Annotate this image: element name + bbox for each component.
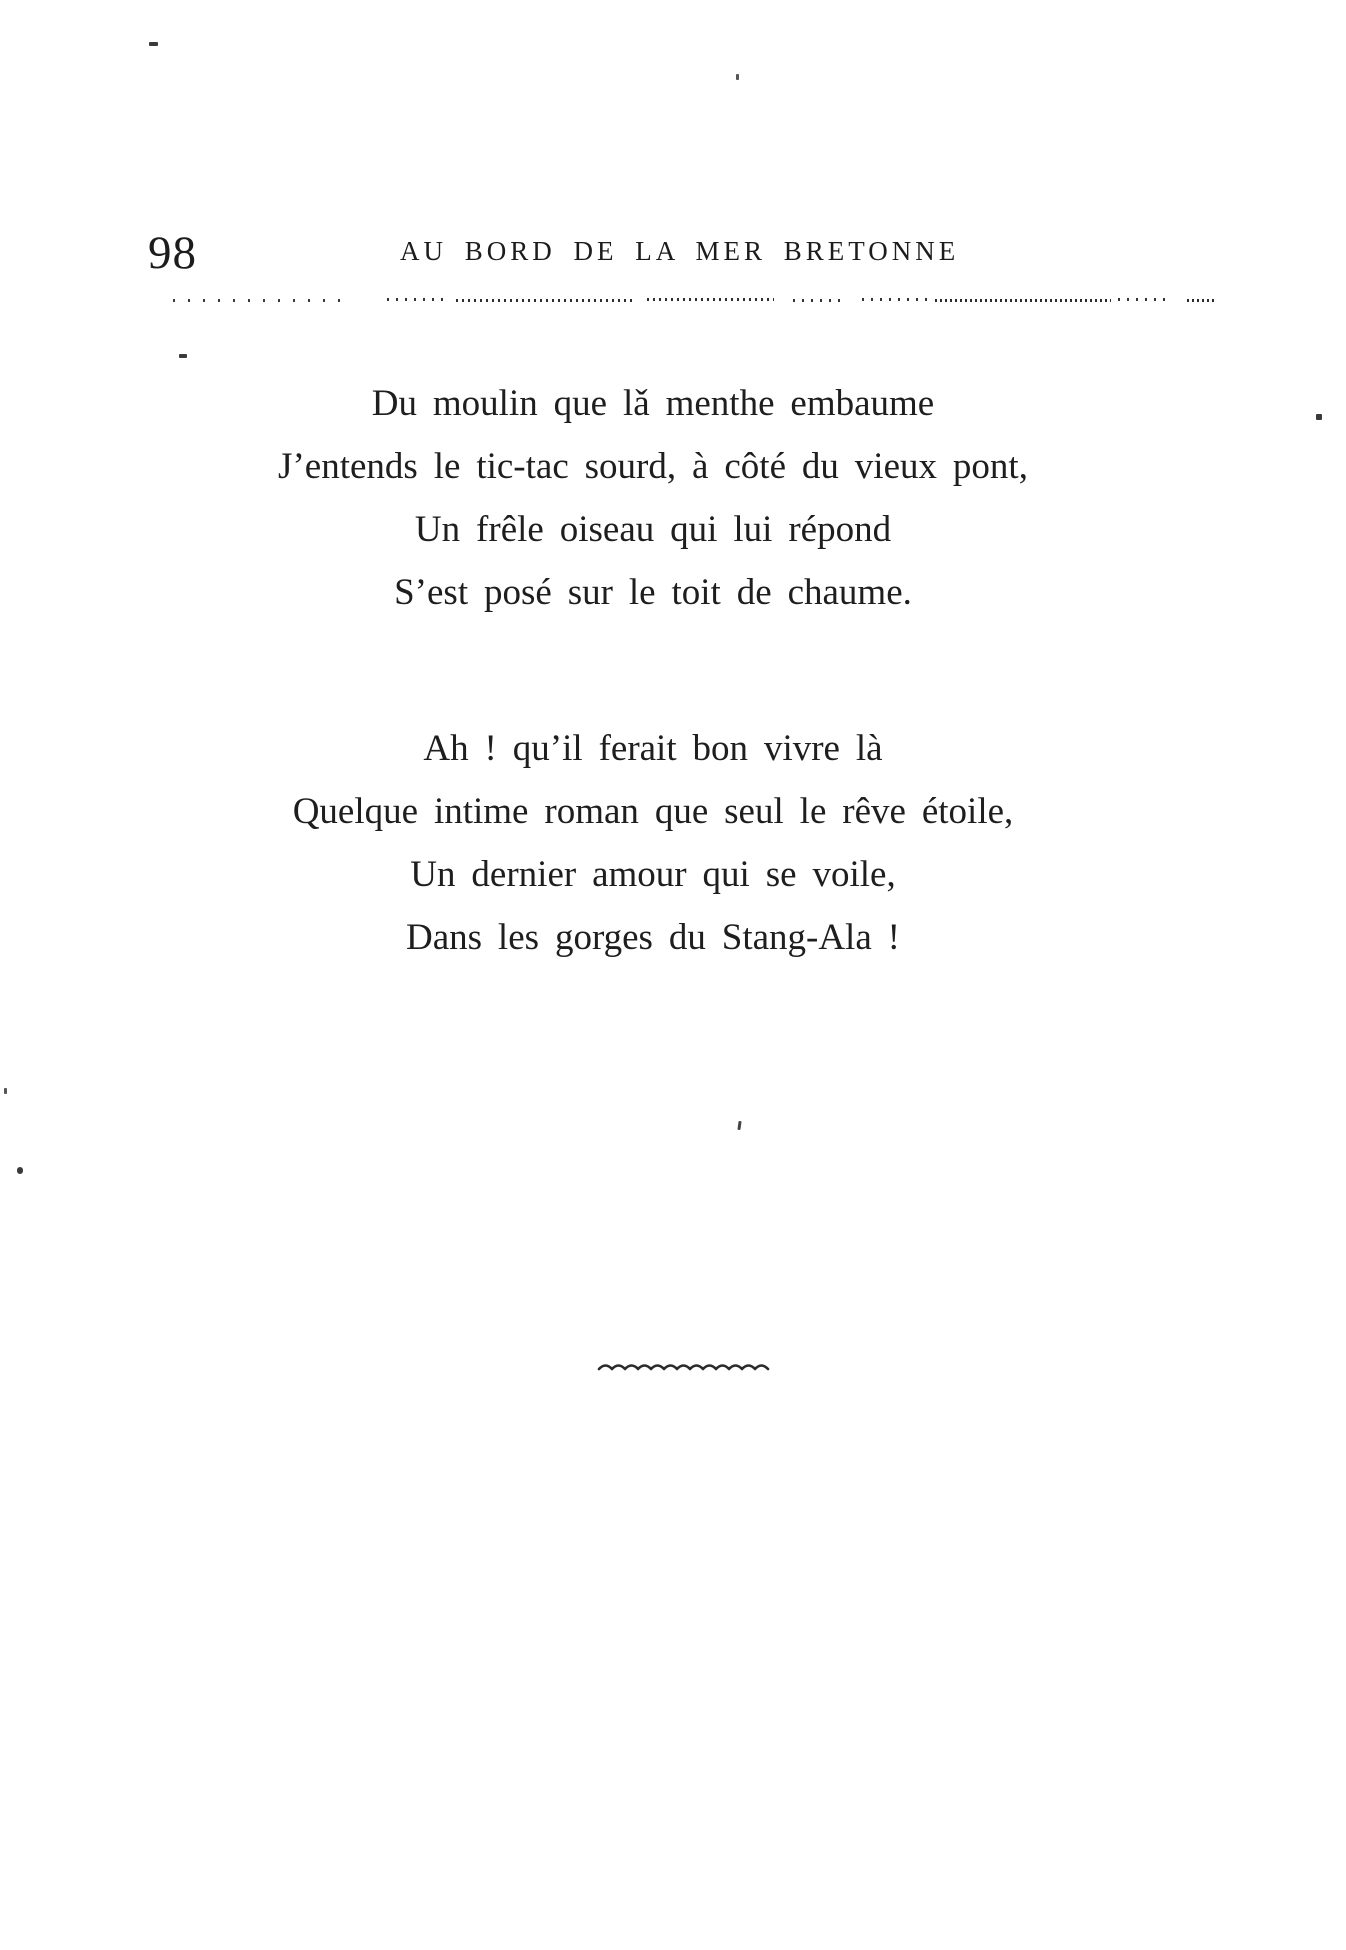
poem-line: Un frêle oiseau qui lui répond — [414, 509, 892, 550]
poem-line: S’est posé sur le toit de chaume. — [394, 572, 912, 613]
dotted-rule-segment — [862, 298, 927, 301]
dotted-rule-segment — [456, 299, 636, 302]
scan-speck — [17, 1167, 23, 1174]
stanza-1 — [23, 372, 1283, 624]
poem-line: Un dernier amour qui se voile, — [410, 854, 896, 895]
dotted-rule-segment — [647, 298, 774, 301]
poem-line: Du moulin que lǎ menthe embaume — [371, 383, 935, 424]
page-number: 98 — [148, 227, 197, 279]
poem-line: Quelque intime roman que seul le rêve étoile, — [292, 791, 1014, 832]
dotted-rule-segment — [793, 299, 843, 302]
scan-speck — [737, 1121, 741, 1130]
scan-speck — [4, 1088, 7, 1094]
stanza-2 — [23, 717, 1283, 969]
scan-speck — [179, 354, 187, 358]
dotted-rule-segment — [1187, 299, 1215, 302]
scan-speck — [149, 42, 158, 46]
running-title: AU BORD DE LA MER BRETONNE — [400, 236, 960, 266]
dotted-rule-segment — [1118, 298, 1172, 301]
dotted-rule-segment — [935, 299, 1111, 302]
dotted-rule-segment — [173, 299, 353, 302]
scan-speck — [1316, 414, 1322, 420]
poem-line: Dans les gorges du Stang-Ala ! — [405, 917, 900, 958]
scan-speck — [736, 74, 739, 80]
dotted-rule-segment — [387, 298, 445, 301]
dotted-rule — [0, 298, 1346, 308]
squiggle-divider-icon — [596, 1358, 778, 1376]
poem-line: Ah ! qu’il ferait bon vivre là — [423, 728, 883, 769]
poem-line: J’entends le tic-tac sourd, à côté du vieux pont, — [278, 446, 1028, 487]
